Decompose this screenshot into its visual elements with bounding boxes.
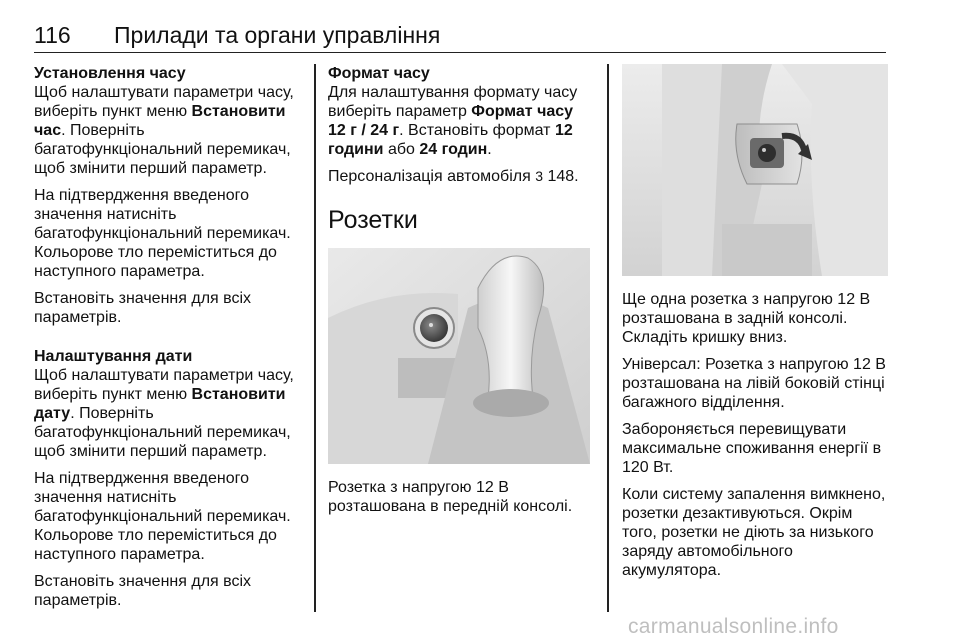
menu-item-name: Встановити дату [34, 386, 286, 422]
heading-time-setting: Установлення часу [34, 65, 186, 82]
figure-caption: Розетка з напругою 12 В розташована в передній консолі. [328, 479, 573, 515]
column-right [622, 64, 888, 588]
text: Персоналізація автомобіля [328, 168, 536, 185]
column-left [34, 64, 304, 618]
heading-date-setting: Налаштування дати [34, 348, 193, 365]
text: . [487, 141, 492, 158]
text: . Поверніть багатофункціональний перемикач, щоб змінити перший параметр. [34, 405, 291, 460]
page-reference-icon: 3 [535, 168, 544, 184]
paragraph: Встановіть значення для всіх параметрів. [34, 573, 252, 609]
page-number: 116 [34, 22, 71, 48]
column-divider [607, 64, 609, 612]
heading-time-format: Формат часу [328, 65, 430, 82]
paragraph [34, 366, 304, 461]
page-header [34, 22, 886, 53]
paragraph: На підтвердження введеного значення натисніть багатофункціональний перемикач. Кольорове тло переміститься до наступного параметра. [34, 470, 291, 563]
option-name: 12 години [328, 122, 573, 158]
text: або [383, 141, 420, 158]
paragraph: Коли систему запалення вимкнено, розетки дезактивуються. Окрім того, розетки не діють за низького заряду автомобільного акумулятора. [622, 486, 886, 579]
paragraph: Ще одна розетка з напругою 12 В розташована в задній консолі. Складіть кришку вниз. [622, 291, 871, 346]
text: . Встановіть формат [399, 122, 555, 139]
option-name: 24 годин [419, 141, 488, 158]
menu-item-name: Формат часу 12 г / 24 г [328, 103, 574, 139]
front-console-socket-image [328, 248, 590, 464]
page-title: Прилади та органи управління [114, 22, 441, 48]
paragraph [34, 83, 304, 178]
paragraph [328, 83, 593, 159]
text: Щоб налаштувати параметри часу, виберіть пункт меню [34, 84, 294, 120]
column-middle [328, 64, 593, 524]
page-reference-link[interactable]: 148. [543, 168, 579, 185]
paragraph: На підтвердження введеного значення натисніть багатофункціональний перемикач. Кольорове тло переміститься до наступного параметра. [34, 187, 291, 280]
text: Для налаштування формату часу виберіть параметр [328, 84, 578, 120]
watermark: carmanualsonline.info [628, 615, 839, 638]
column-divider [314, 64, 316, 612]
paragraph: Універсал: Розетка з напругою 12 В розташована на лівій боковій стінці багажного відділення. [622, 356, 886, 411]
text: . Поверніть багатофункціональний перемикач, щоб змінити перший параметр. [34, 122, 291, 177]
paragraph: Забороняється перевищувати максимальне споживання енергії в 120 Вт. [622, 421, 882, 476]
text: Щоб налаштувати параметри часу, виберіть пункт меню [34, 367, 294, 403]
paragraph: Встановіть значення для всіх параметрів. [34, 290, 252, 326]
section-title-sockets: Розетки [328, 206, 418, 234]
menu-item-name: Встановити час [34, 103, 286, 139]
paragraph-cross-reference [328, 167, 593, 186]
rear-console-socket-image [622, 64, 888, 276]
